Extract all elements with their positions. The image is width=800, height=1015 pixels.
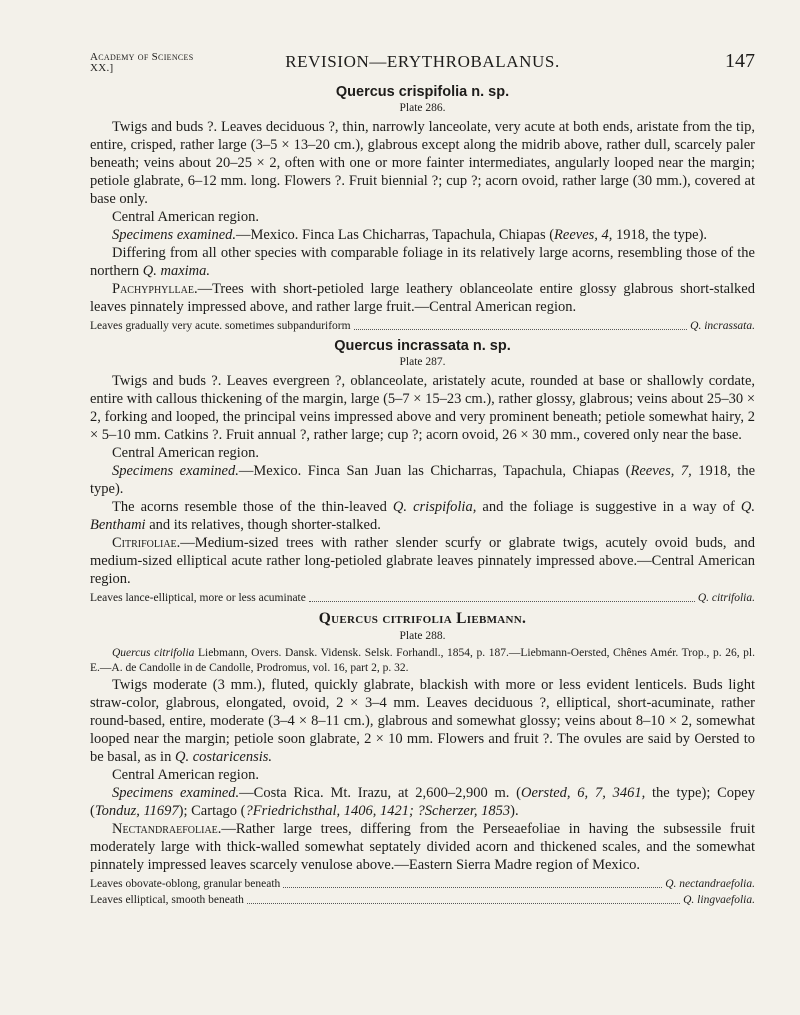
plate-reference: Plate 288.	[399, 630, 446, 642]
species-reference: Q. costaricensis.	[174, 749, 273, 765]
group-name: Nectandraefoliae.	[112, 821, 222, 837]
species-description: Twigs and buds ?. Leaves deciduous ?, thin, narrowly lanceolate, very acute at both ends, aristate from the tip, entire, crisped, rather large (3–5 × 13–20 cm.), glabrous except along the midrib above, rather dull, scarcely paler beneath; veins about 20–25 × 2, often with one or more fainter intermediates, angularly looped near the margin; petiole glabrate, 6–12 mm. long. Flowers ?. Fruit biennial ?; cup ?; acorn ovoid, rather large (30 mm.), covered at base only.	[90, 119, 755, 207]
collector: Tonduz, 11697	[94, 803, 179, 819]
key-species: Q. incrassata.	[690, 320, 755, 332]
plate-reference: Plate 286.	[399, 102, 446, 114]
key-text: Leaves gradually very acute. sometimes subpanduriform	[90, 320, 351, 332]
key-text: Leaves lance-elliptical, more or less acuminate	[90, 592, 306, 604]
specimens-label: Specimens examined.	[112, 463, 239, 479]
leader-dots	[309, 590, 695, 602]
key-species: Q. citrifolia.	[697, 592, 755, 604]
page-number: 147	[725, 50, 755, 72]
running-title: REVISION—ERYTHROBALANUS.	[285, 52, 560, 71]
leader-dots	[354, 318, 688, 330]
region-note: Central American region.	[112, 445, 259, 461]
group-name: Citrifoliae.	[112, 535, 181, 551]
volume-number: XX.]	[90, 62, 114, 74]
key-text: Leaves obovate-oblong, granular beneath	[90, 878, 281, 890]
group-description: Nectandraefoliae.—Rather large trees, differing from the Perseaefoliae in having the subsessile fruit moderately large with thick-walled somewhat septately divided acorn and thickened scales, and the somewhat pinnately impressed leaves scarcely venulose above.—Eastern Sierra Madre region of Mexico.	[90, 821, 755, 873]
journal-name: Academy of Sciences	[90, 51, 194, 63]
key-species: Q. lingvaefolia.	[683, 894, 755, 906]
species-reference: Q. maxima.	[142, 263, 211, 279]
group-description: Citrifoliae.—Medium-sized trees with rather slender scurfy or glabrate twigs, acutely ovoid buds, and medium-sized elliptical acute rather long-petioled glabrate leaves pinnately impressed above.—Central American region.	[90, 535, 755, 587]
collector: Reeves, 4,	[554, 227, 613, 243]
key-entry	[90, 876, 755, 892]
comparison-note: The acorns resemble those of the thin-leaved Q. crispifolia, and the foliage is suggestive in a way of Q. Benthami and its relatives, though shorter-stalked.	[90, 499, 756, 533]
region-note: Central American region.	[112, 209, 259, 225]
collector: Reeves, 7,	[630, 463, 692, 479]
group-description: Pachyphyllae.—Trees with short-petioled large leathery oblanceolate entire glossy glabrous short-stalked leaves pinnately impressed above, and rather large fruit.—Central American region.	[90, 281, 755, 315]
specimens-examined: Specimens examined.—Mexico. Finca San Juan las Chicharras, Tapachula, Chiapas (Reeves, 7, 1918, the type).	[90, 463, 756, 497]
species-title-incrassata: Quercus incrassata n. sp.	[334, 338, 511, 354]
key-group	[90, 876, 755, 908]
specimens-label: Specimens examined.	[112, 785, 240, 801]
specimens-label: Specimens examined.	[112, 227, 237, 243]
key-entry	[90, 318, 755, 334]
running-head	[90, 42, 755, 78]
key-entry	[90, 590, 755, 606]
leader-dots	[283, 876, 662, 888]
diagnostic-note: Differing from all other species with comparable foliage in its relatively large acorns, resembling those of the northern Q. maxima.	[90, 245, 755, 279]
key-species: Q. nectandraefolia.	[665, 878, 755, 890]
collector: ?Friedrichsthal, 1406, 1421; ?Scherzer, 1853	[245, 803, 511, 819]
collector: Oersted, 6, 7, 3461,	[521, 785, 646, 801]
species-reference: Q. crispifolia,	[392, 499, 477, 515]
plate-reference: Plate 287.	[399, 356, 446, 368]
page	[90, 42, 755, 908]
key-text: Leaves elliptical, smooth beneath	[90, 894, 244, 906]
species-title-crispifolia: Quercus crispifolia n. sp.	[335, 84, 510, 100]
specimens-examined: Specimens examined.—Mexico. Finca Las Chicharras, Tapachula, Chiapas (Reeves, 4, 1918, the type).	[112, 227, 708, 243]
species-title-citrifolia: Quercus citrifolia Liebmann.	[318, 610, 527, 627]
leader-dots	[247, 892, 680, 904]
species-description: Twigs moderate (3 mm.), fluted, quickly glabrate, blackish with more or less evident lenticels. Buds light straw-color, glabrous, elongated, ovoid, 2 × 3–4 mm. Leaves deciduous ?, elliptical, short-acuminate, rather round-based, entire, moderate (3–4 × 8–11 cm.), glabrous and somewhat glossy; veins about 8–10 × 2, somewhat looped near the margin; petiole soon glabrate, 2 × 10 mm. Flowers and fruit ?. The ovules are said by Oersted to be basal, as in Q. costaricensis.	[90, 677, 755, 765]
synonymy: Quercus citrifolia Liebmann, Overs. Dansk. Vidensk. Selsk. Forhandl., 1854, p. 187.—Liebmann-Oersted, Chênes Amér. Trop., p. 26, pl. E.—A. de Candolle in de Candolle, Prodromus, vol. 16, part 2, p. 32.	[90, 647, 755, 674]
specimens-examined: Specimens examined.—Costa Rica. Mt. Irazu, at 2,600–2,900 m. (Oersted, 6, 7, 3461, the type); Copey (Tonduz, 11697); Cartago (?Friedrichsthal, 1406, 1421; ?Scherzer, 1853).	[90, 785, 755, 819]
species-reference: Q. Benthami	[90, 499, 756, 533]
key-entry	[90, 892, 755, 908]
region-note: Central American region.	[112, 767, 259, 783]
species-reference: Quercus citrifolia	[112, 647, 195, 659]
species-description: Twigs and buds ?. Leaves evergreen ?, oblanceolate, aristately acute, rounded at base or shallowly cordate, entire with callous thickening of the margin, large (5–7 × 15–23 cm.), rather glossy, glabrous; veins about 25–30 × 2, forking and looped, the principal veins impressed above and very prominent beneath; petiole somewhat hairy, 2 × 5–10 mm. Catkins ?. Fruit annual ?, rather large; cup ?; acorn ovoid, 26 × 30 mm., covered only near the base.	[90, 373, 755, 443]
group-name: Pachyphyllae.	[112, 281, 198, 297]
